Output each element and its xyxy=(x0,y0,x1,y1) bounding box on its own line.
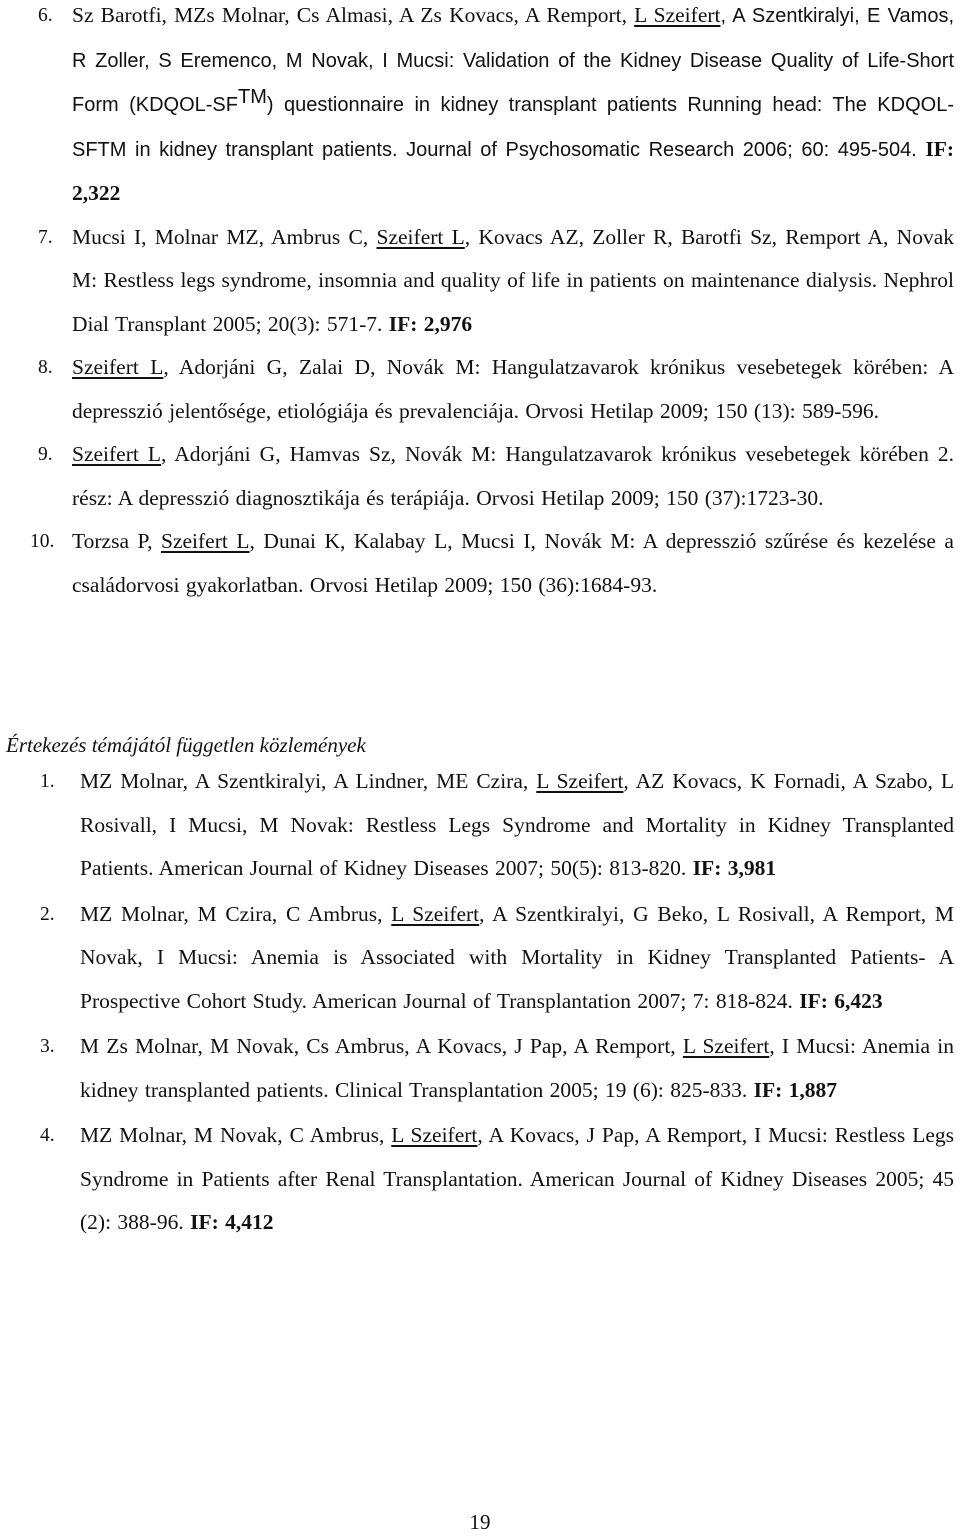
reference-number: 4. xyxy=(40,1125,55,1146)
reference-text xyxy=(72,346,954,433)
reference-segment: Torzsa P, xyxy=(72,529,161,553)
reference-text xyxy=(80,1114,954,1245)
reference-number: 7. xyxy=(38,226,53,248)
reference-item xyxy=(0,216,960,347)
reference-item xyxy=(0,893,960,1024)
reference-segment: MZ Molnar, M Czira, C Ambrus, xyxy=(80,901,392,926)
reference-segment: ) questionnaire in kidney transplant patients Running head: The KDQOL-SFTM in kidney transplant patients. Journal of Psychosomatic Research 2006; 60: 495-504. xyxy=(72,94,954,161)
reference-segment: , I Mucsi: Anemia in kidney transplanted patients. Clinical Transplantation 2005; 19 (6): 825-833. xyxy=(80,1034,955,1102)
author-highlight: L Szeifert xyxy=(682,1034,770,1058)
unrelated-publications-list xyxy=(0,760,960,1245)
reference-segment: , AZ Kovacs, K Fornadi, A Szabo, L Rosivall, I Mucsi, M Novak: Restless Legs Syndrome and Mortality in Kidney Transplanted Patients. American Journal of Kidney Diseases 2007; 50(5): 813-820. xyxy=(80,769,954,880)
reference-item xyxy=(0,0,960,216)
author-highlight: L Szeifert xyxy=(391,1123,478,1147)
author-highlight: Szeifert L xyxy=(72,355,164,379)
dissertation-related-publications-list xyxy=(0,0,960,607)
reference-segment: , A Kovacs, J Pap, A Remport, I Mucsi: Restless Legs Syndrome in Patients after Renal Transplantation. American Journal of Kidney Diseases 2005; 45 (2): 388-96. xyxy=(80,1123,954,1234)
reference-item xyxy=(0,433,960,520)
impact-factor: IF: 6,423 xyxy=(799,988,883,1013)
author-highlight: L Szeifert xyxy=(634,3,721,27)
reference-segment: , A Szentkiralyi, E Vamos, R Zoller, S Eremenco, M Novak, I Mucsi: Validation of the Kidney Disease Quality of Life-Short Form (KDQOL-SF xyxy=(72,5,954,116)
author-highlight: Szeifert L xyxy=(72,442,162,466)
reference-number: 8. xyxy=(38,357,53,378)
impact-factor: IF: 4,412 xyxy=(190,1210,274,1234)
reference-number: 6. xyxy=(38,5,53,26)
reference-number: 1. xyxy=(40,771,55,792)
author-highlight: Szeifert L xyxy=(161,529,250,553)
reference-text xyxy=(80,760,954,891)
reference-segment: M Zs Molnar, M Novak, Cs Ambrus, A Kovacs, J Pap, A Remport, xyxy=(80,1034,683,1058)
reference-segment: MZ Molnar, M Novak, C Ambrus, xyxy=(80,1123,392,1147)
page-number: 19 xyxy=(469,1510,491,1534)
author-highlight: Szeifert L xyxy=(376,224,465,249)
author-highlight: L Szeifert xyxy=(391,901,480,926)
reference-segment: , Adorjáni G, Hamvas Sz, Novák M: Hangulatzavarok krónikus vesebetegek körében 2. rész: A depresszió diagnosztikája és terápiája. Orvosi Hetilap 2009; 150 (37):1723-30. xyxy=(72,442,954,510)
reference-text xyxy=(72,0,954,216)
reference-segment: Mucsi I, Molnar MZ, Ambrus C, xyxy=(72,224,377,249)
author-highlight: L Szeifert xyxy=(536,769,624,793)
reference-number: 9. xyxy=(38,444,53,465)
reference-item xyxy=(0,760,960,891)
reference-item xyxy=(0,1114,960,1245)
reference-item xyxy=(0,1025,960,1112)
reference-segment: , Dunai K, Kalabay L, Mucsi I, Novák M: A depresszió szűrése és kezelése a családorvosi gyakorlatban. Orvosi Hetilap 2009; 150 (36):1684-93. xyxy=(72,529,954,597)
reference-item xyxy=(0,520,960,607)
reference-segment: , Kovacs AZ, Zoller R, Barotfi Sz, Remport A, Novak M: Restless legs syndrome, insomnia and quality of life in patients on maintenance dialysis. Nephrol Dial Transplant 2005; 20(3): 571-7. xyxy=(72,224,954,336)
impact-factor: IF: 1,887 xyxy=(753,1077,838,1102)
reference-number: 10. xyxy=(30,531,55,552)
reference-segment: MZ Molnar, A Szentkiralyi, A Lindner, ME Czira, xyxy=(80,769,537,793)
reference-number: 2. xyxy=(40,903,55,925)
impact-factor: IF: 2,976 xyxy=(388,311,473,336)
impact-factor: IF: 3,981 xyxy=(692,856,777,880)
reference-number: 3. xyxy=(40,1036,55,1057)
superscript: TM xyxy=(237,85,267,108)
reference-text xyxy=(72,433,954,520)
reference-text xyxy=(80,893,954,1024)
impact-factor: IF: 2,322 xyxy=(72,136,954,205)
reference-segment: Sz Barotfi, MZs Molnar, Cs Almasi, A Zs Kovacs, A Remport, xyxy=(72,3,635,27)
reference-text xyxy=(72,216,954,347)
reference-text xyxy=(72,520,954,607)
reference-segment: , Adorjáni G, Zalai D, Novák M: Hangulatzavarok krónikus vesebetegek körében: A depresszió jelentősége, etiológiája és prevalenciája. Orvosi Hetilap 2009; 150 (13): 589-596. xyxy=(72,355,954,423)
reference-item xyxy=(0,346,960,433)
reference-text xyxy=(80,1025,954,1112)
section-title: Értekezés témájától független közlemények xyxy=(6,733,366,757)
reference-segment: , A Szentkiralyi, G Beko, L Rosivall, A Remport, M Novak, I Mucsi: Anemia is Associated with Mortality in Kidney Transplanted Patients- A Prospective Cohort Study. American Journal of Transplantation 2007; 7: 818-824. xyxy=(80,901,955,1013)
